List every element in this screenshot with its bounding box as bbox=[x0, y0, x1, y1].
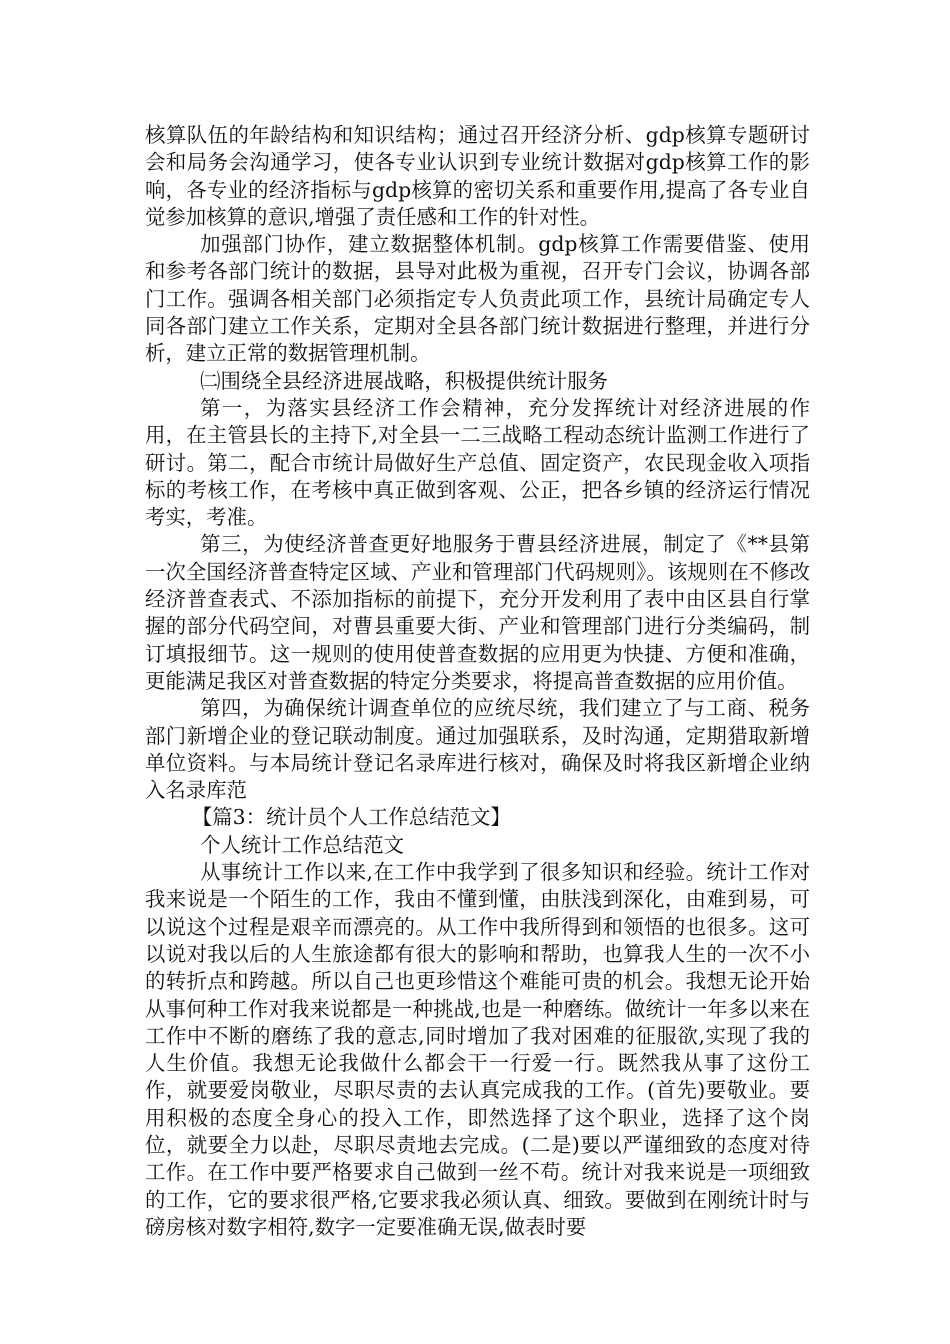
subheading-statistical-service: ㈡围绕全县经济进展战略，积极提供统计服务 bbox=[200, 368, 608, 393]
paragraph-department-cooperation: 加强部门协作，建立数据整体机制。gdp核算工作需要借鉴、使用和参考各部门统计的数据，县导对此极为重视，召开专门会议，协调各部门工作。强调各相关部门必须指定专人负责此项工作，县统计局确定专人同各部门建立工作关系，定期对全县各部门统计数据进行整理，并进行分析，建立正常的数据管理机制。 bbox=[145, 232, 810, 366]
document-page bbox=[145, 122, 810, 1241]
paragraph-fourth: 第四，为确保统计调查单位的应统尽统，我们建立了与工商、税务部门新增企业的登记联动制度。通过加强联系，及时沟通，定期猎取新增单位资料。与本局统计登记名录库进行核对，确保及时将我区新增企业纳入名录库范 bbox=[145, 696, 810, 803]
paragraph-third: 第三，为使经济普查更好地服务于曹县经济进展，制定了《**县第一次全国经济普查特定区域、产业和管理部门代码规则》。该规则在不修改经济普查表式、不添加指标的前提下，充分开发利用了表中由区县自行掌握的部分代码空间，对曹县重要大街、产业和管理部门进行分类编码，制订填报细节。这一规则的使用使普查数据的应用更为快捷、方便和准确，更能满足我区对普查数据的特定分类要求，将提高普查数据的应用价值。 bbox=[145, 532, 810, 693]
paragraph-continuation: 核算队伍的年龄结构和知识结构；通过召开经济分析、gdp核算专题研讨会和局务会沟通学习，使各专业认识到专业统计数据对gdp核算工作的影响，各专业的经济指标与gdp核算的密切关系和重要作用,提高了各专业自觉参加核算的意识,增强了责任感和工作的针对性。 bbox=[145, 123, 810, 229]
article-title: 个人统计工作总结范文 bbox=[200, 832, 404, 857]
section-title: 【篇3：统计员个人工作总结范文】 bbox=[191, 805, 511, 830]
paragraph-first-second: 第一，为落实县经济工作会精神，充分发挥统计对经济进展的作用，在主管县长的主持下,对全县一二三战略工程动态统计监测工作进行了研讨。第二，配合市统计局做好生产总值、固定资产，农民现金收入项指标的考核工作，在考核中真正做到客观、公正，把各乡镇的经济运行情况考实，考准。 bbox=[145, 395, 810, 530]
paragraph-personal-summary: 从事统计工作以来,在工作中我学到了很多知识和经验。统计工作对我来说是一个陌生的工作，我由不懂到懂，由肤浅到深化，由难到易，可以说这个过程是艰辛而漂亮的。从工作中我所得到和领悟的也很多。这可以说对我以后的人生旅途都有很大的影响和帮助，也算我人生的一次不小的转折点和跨越。所以自己也更珍惜这个难能可贵的机会。我想无论开始从事何种工作对我来说都是一种挑战,也是一种磨练。做统计一年多以来在工作中不断的磨练了我的意志,同时增加了我对困难的征服欲,实现了我的人生价值。我想无论我做什么都会干一行爱一行。既然我从事了这份工作，就要爱岗敬业，尽职尽责的去认真完成我的工作。(首先)要敬业。要用积极的态度全身心的投入工作，即然选择了这个职业，选择了这个岗位，就要全力以赴，尽职尽责地去完成。(二是)要以严谨细致的态度对待工作。在工作中要严格要求自己做到一丝不苟。统计对我来说是一项细致的工作，它的要求很严格,它要求我必须认真、细致。要做到在刚统计时与磅房核对数字相符,数字一定要准确无误,做表时要 bbox=[145, 860, 810, 1239]
